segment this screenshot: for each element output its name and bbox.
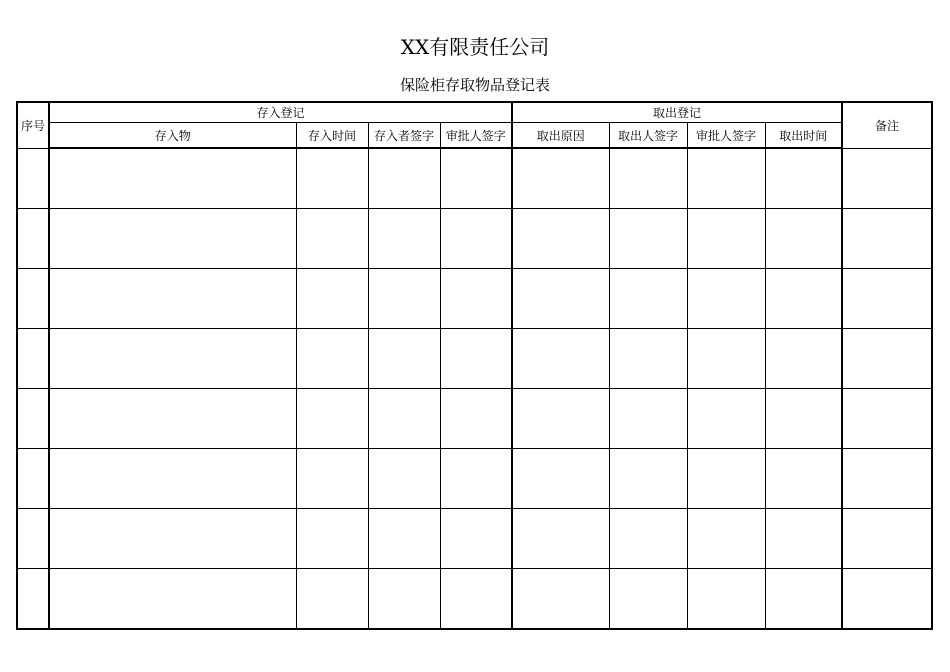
cell-deposit-time[interactable] bbox=[296, 389, 368, 449]
cell-deposit-item[interactable] bbox=[49, 148, 296, 209]
form-title: 保险柜存取物品登记表 bbox=[399, 76, 550, 94]
cell-seq[interactable] bbox=[17, 329, 49, 389]
cell-depositor-signature[interactable] bbox=[368, 509, 440, 569]
header-group-row bbox=[17, 102, 932, 123]
cell-depositor-signature[interactable] bbox=[368, 389, 440, 449]
register-body bbox=[17, 148, 932, 629]
cell-deposit-item[interactable] bbox=[49, 449, 296, 509]
cell-withdraw-reason[interactable] bbox=[512, 449, 609, 509]
cell-withdraw-time[interactable] bbox=[765, 269, 842, 329]
cell-withdraw-time[interactable] bbox=[765, 209, 842, 269]
header-withdraw-approver-signature: 审批人签字 bbox=[687, 123, 765, 149]
cell-withdrawer-signature[interactable] bbox=[609, 509, 687, 569]
header-deposit-approver-signature: 审批人签字 bbox=[440, 123, 512, 149]
cell-withdrawer-signature[interactable] bbox=[609, 389, 687, 449]
cell-deposit-time[interactable] bbox=[296, 209, 368, 269]
table-row bbox=[17, 509, 932, 569]
cell-withdraw-time[interactable] bbox=[765, 329, 842, 389]
cell-depositor-signature[interactable] bbox=[368, 569, 440, 630]
cell-withdraw-approver-signature[interactable] bbox=[687, 449, 765, 509]
cell-depositor-signature[interactable] bbox=[368, 449, 440, 509]
cell-remark[interactable] bbox=[842, 269, 932, 329]
header-withdraw-time: 取出时间 bbox=[765, 123, 842, 149]
cell-withdrawer-signature[interactable] bbox=[609, 569, 687, 630]
cell-depositor-signature[interactable] bbox=[368, 209, 440, 269]
cell-withdrawer-signature[interactable] bbox=[609, 449, 687, 509]
cell-withdraw-reason[interactable] bbox=[512, 329, 609, 389]
cell-deposit-approver-signature[interactable] bbox=[440, 269, 512, 329]
cell-remark[interactable] bbox=[842, 509, 932, 569]
cell-deposit-item[interactable] bbox=[49, 389, 296, 449]
cell-withdraw-time[interactable] bbox=[765, 148, 842, 209]
cell-withdraw-reason[interactable] bbox=[512, 209, 609, 269]
table-row bbox=[17, 209, 932, 269]
cell-deposit-approver-signature[interactable] bbox=[440, 389, 512, 449]
header-withdraw-group: 取出登记 bbox=[512, 102, 842, 123]
header-withdraw-reason: 取出原因 bbox=[512, 123, 609, 149]
cell-deposit-approver-signature[interactable] bbox=[440, 449, 512, 509]
cell-deposit-approver-signature[interactable] bbox=[440, 148, 512, 209]
cell-withdraw-approver-signature[interactable] bbox=[687, 509, 765, 569]
cell-withdraw-reason[interactable] bbox=[512, 389, 609, 449]
cell-withdraw-approver-signature[interactable] bbox=[687, 389, 765, 449]
cell-seq[interactable] bbox=[17, 269, 49, 329]
cell-seq[interactable] bbox=[17, 389, 49, 449]
header-depositor-signature: 存入者签字 bbox=[368, 123, 440, 149]
cell-deposit-item[interactable] bbox=[49, 509, 296, 569]
cell-withdraw-approver-signature[interactable] bbox=[687, 569, 765, 630]
cell-deposit-item[interactable] bbox=[49, 329, 296, 389]
cell-deposit-item[interactable] bbox=[49, 209, 296, 269]
cell-withdrawer-signature[interactable] bbox=[609, 329, 687, 389]
cell-withdraw-time[interactable] bbox=[765, 389, 842, 449]
cell-depositor-signature[interactable] bbox=[368, 148, 440, 209]
table-row bbox=[17, 449, 932, 509]
cell-remark[interactable] bbox=[842, 569, 932, 630]
cell-withdraw-approver-signature[interactable] bbox=[687, 269, 765, 329]
table-row bbox=[17, 269, 932, 329]
cell-seq[interactable] bbox=[17, 148, 49, 209]
cell-deposit-approver-signature[interactable] bbox=[440, 509, 512, 569]
cell-deposit-time[interactable] bbox=[296, 509, 368, 569]
cell-withdraw-reason[interactable] bbox=[512, 509, 609, 569]
cell-withdraw-reason[interactable] bbox=[512, 569, 609, 630]
cell-deposit-time[interactable] bbox=[296, 449, 368, 509]
header-remark: 备注 bbox=[842, 102, 932, 148]
cell-withdraw-time[interactable] bbox=[765, 449, 842, 509]
cell-depositor-signature[interactable] bbox=[368, 269, 440, 329]
cell-withdraw-approver-signature[interactable] bbox=[687, 148, 765, 209]
cell-remark[interactable] bbox=[842, 329, 932, 389]
cell-deposit-approver-signature[interactable] bbox=[440, 569, 512, 630]
header-seq: 序号 bbox=[17, 102, 49, 148]
header-deposit-group: 存入登记 bbox=[49, 102, 512, 123]
cell-withdraw-time[interactable] bbox=[765, 509, 842, 569]
cell-deposit-item[interactable] bbox=[49, 569, 296, 630]
cell-deposit-time[interactable] bbox=[296, 329, 368, 389]
cell-withdrawer-signature[interactable] bbox=[609, 209, 687, 269]
header-column-row bbox=[17, 123, 932, 149]
cell-seq[interactable] bbox=[17, 569, 49, 630]
cell-remark[interactable] bbox=[842, 449, 932, 509]
cell-remark[interactable] bbox=[842, 209, 932, 269]
cell-withdraw-reason[interactable] bbox=[512, 148, 609, 209]
cell-deposit-approver-signature[interactable] bbox=[440, 209, 512, 269]
cell-deposit-approver-signature[interactable] bbox=[440, 329, 512, 389]
cell-withdraw-approver-signature[interactable] bbox=[687, 329, 765, 389]
table-row bbox=[17, 389, 932, 449]
cell-seq[interactable] bbox=[17, 209, 49, 269]
company-title: XX有限责任公司 bbox=[400, 35, 550, 59]
cell-deposit-time[interactable] bbox=[296, 148, 368, 209]
header-withdrawer-signature: 取出人签字 bbox=[609, 123, 687, 149]
cell-seq[interactable] bbox=[17, 509, 49, 569]
register-table bbox=[16, 101, 933, 630]
table-row bbox=[17, 329, 932, 389]
cell-withdraw-approver-signature[interactable] bbox=[687, 209, 765, 269]
cell-remark[interactable] bbox=[842, 148, 932, 209]
cell-seq[interactable] bbox=[17, 449, 49, 509]
cell-deposit-time[interactable] bbox=[296, 569, 368, 630]
cell-withdraw-time[interactable] bbox=[765, 569, 842, 630]
cell-depositor-signature[interactable] bbox=[368, 329, 440, 389]
cell-deposit-item[interactable] bbox=[49, 269, 296, 329]
cell-deposit-time[interactable] bbox=[296, 269, 368, 329]
cell-withdrawer-signature[interactable] bbox=[609, 148, 687, 209]
cell-withdrawer-signature[interactable] bbox=[609, 269, 687, 329]
table-row bbox=[17, 569, 932, 630]
cell-remark[interactable] bbox=[842, 389, 932, 449]
header-deposit-time: 存入时间 bbox=[296, 123, 368, 149]
cell-withdraw-reason[interactable] bbox=[512, 269, 609, 329]
table-row bbox=[17, 148, 932, 209]
header-deposit-item: 存入物 bbox=[49, 123, 296, 149]
